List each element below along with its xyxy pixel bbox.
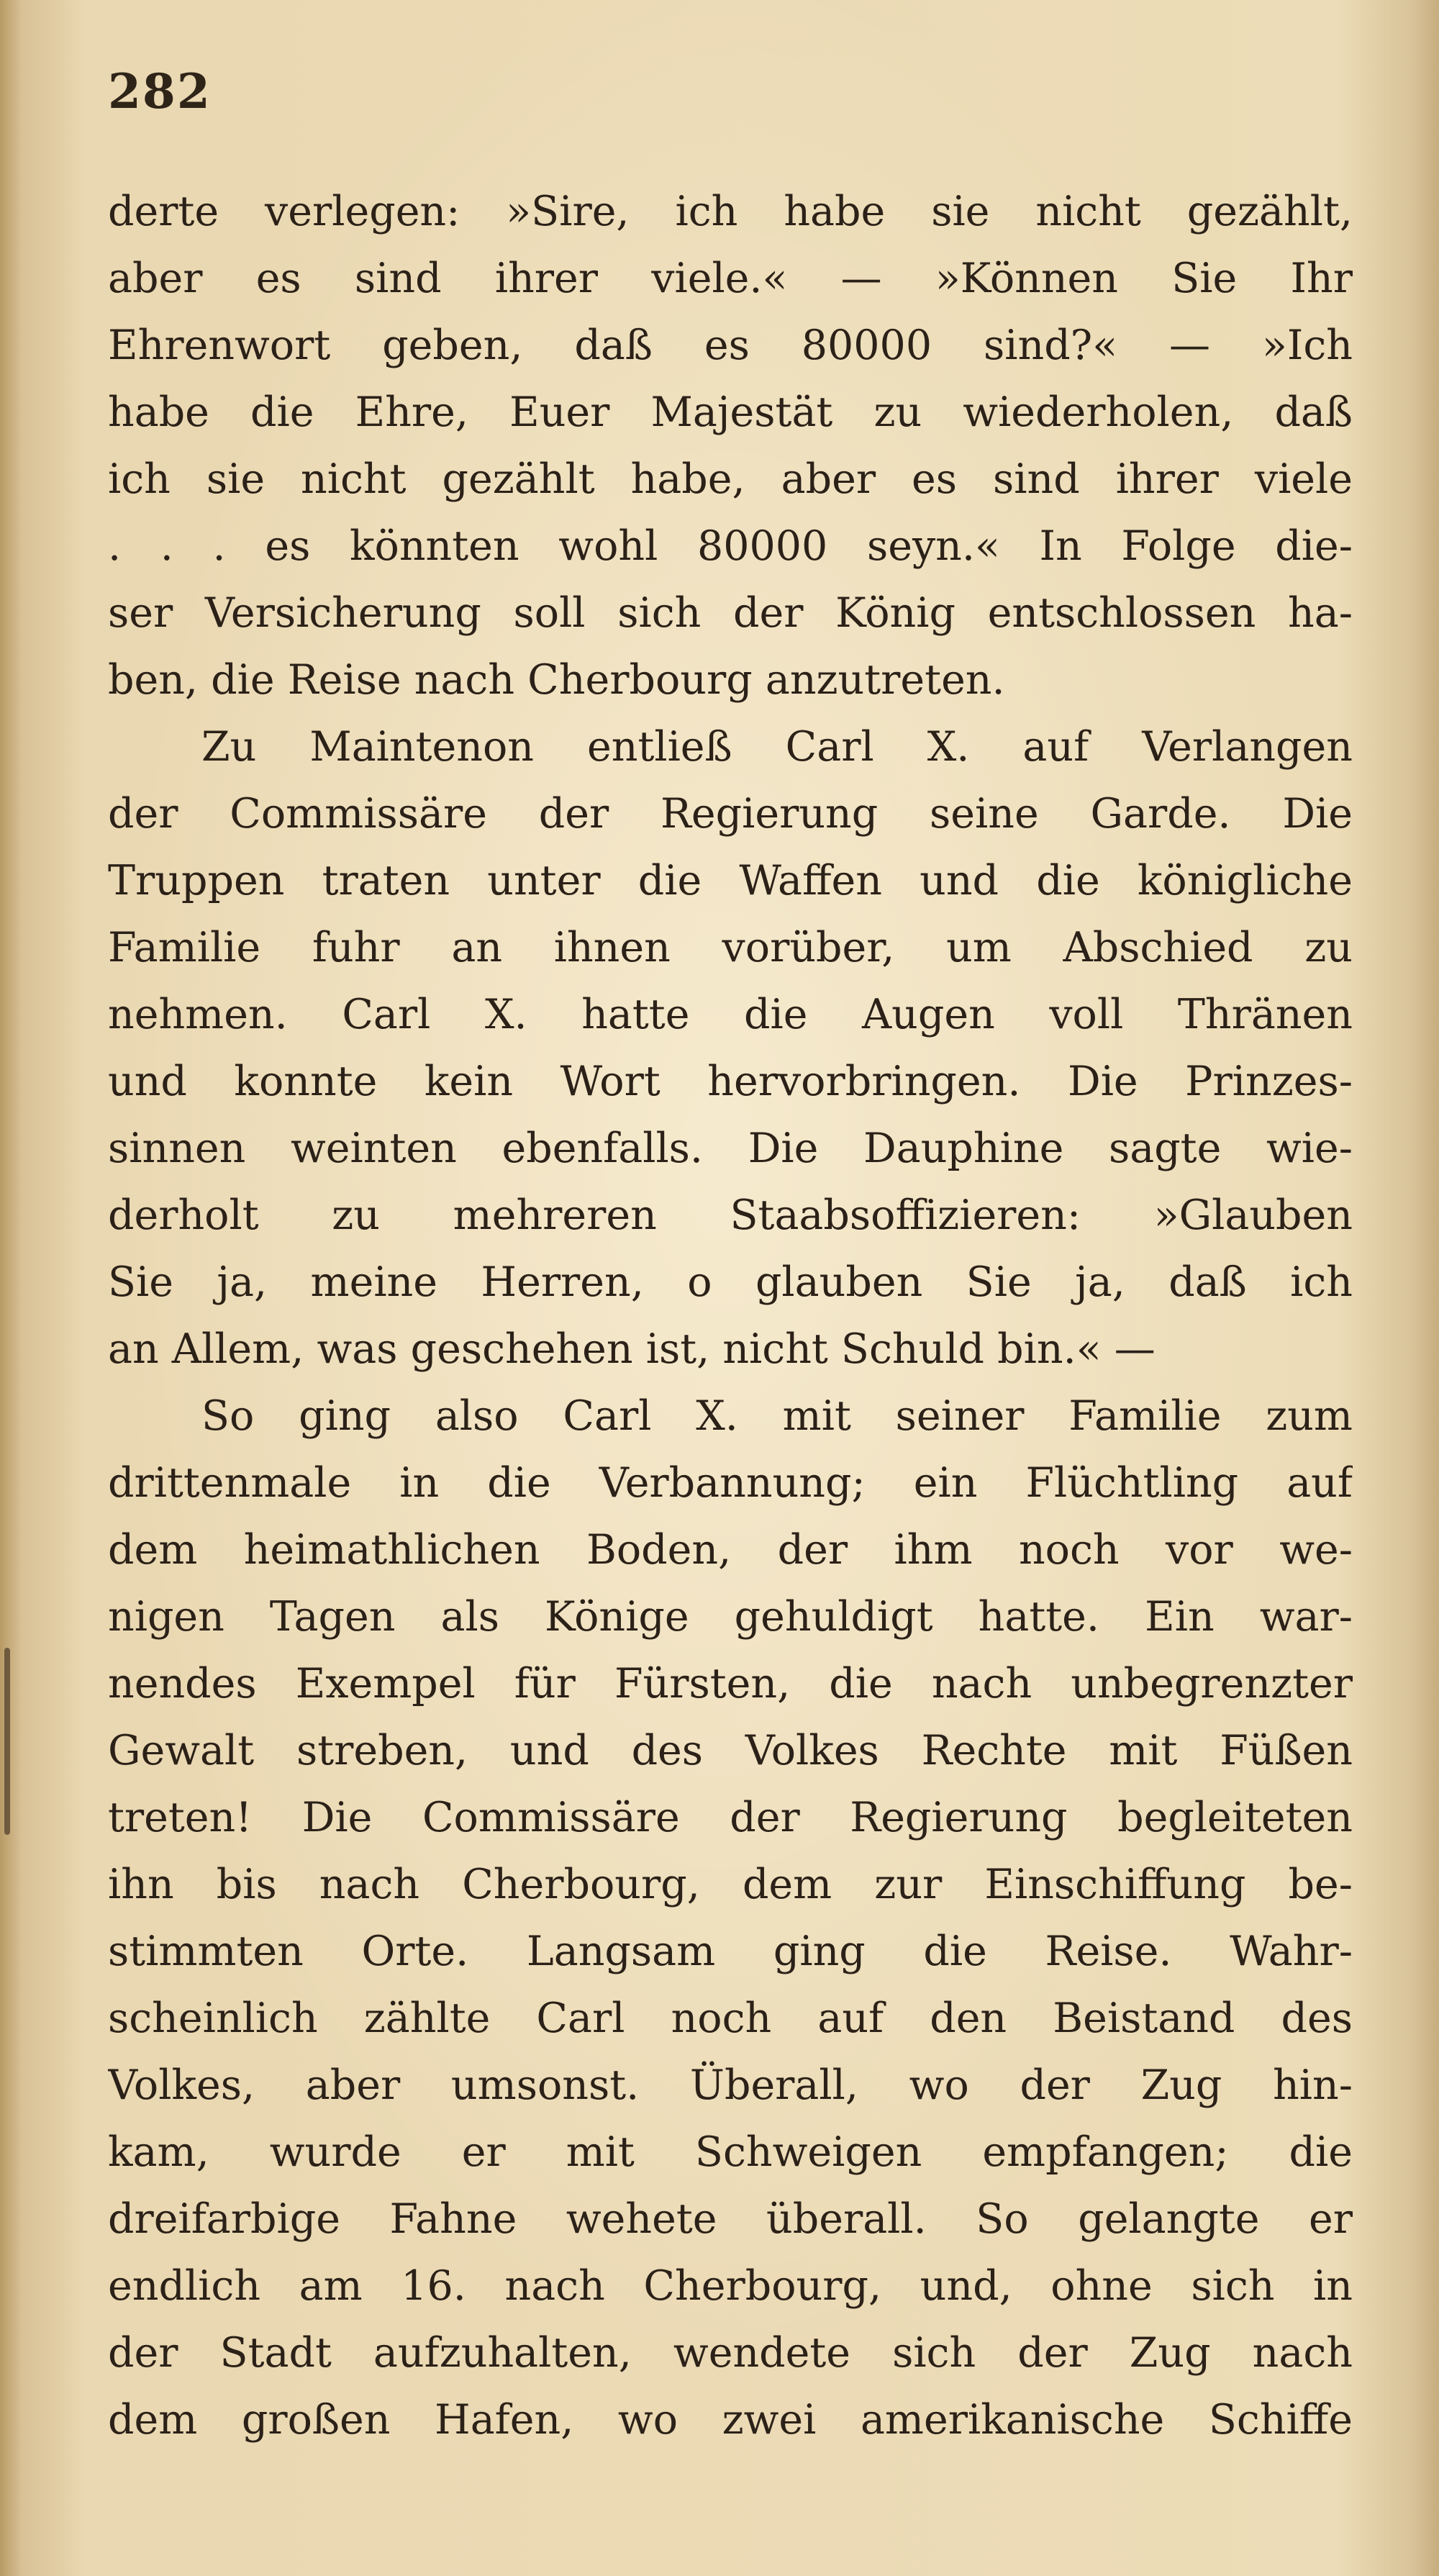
page-edge-shadow bbox=[4, 1648, 10, 1835]
text-line: stimmten Orte. Langsam ging die Reise. Wahr- bbox=[108, 1928, 1353, 1975]
text-line: Ehrenwort geben, daß es 80000 sind?« — »Ich bbox=[108, 322, 1353, 369]
text-line: drittenmale in die Verbannung; ein Flüchtling auf bbox=[108, 1459, 1353, 1507]
text-line: ihn bis nach Cherbourg, dem zur Einschiffung be- bbox=[108, 1861, 1353, 1908]
text-line: ich sie nicht gezählt habe, aber es sind ihrer viele bbox=[108, 455, 1353, 503]
text-line: endlich am 16. nach Cherbourg, und, ohne sich in bbox=[108, 2262, 1353, 2310]
text-line: nehmen. Carl X. hatte die Augen voll Thränen bbox=[108, 991, 1353, 1038]
text-line: Volkes, aber umsonst. Überall, wo der Zug hin- bbox=[108, 2062, 1353, 2109]
text-line: Gewalt streben, und des Volkes Rechte mit Füßen bbox=[108, 1727, 1353, 1774]
text-line: dreifarbige Fahne wehete überall. So gelangte er bbox=[108, 2195, 1353, 2243]
text-line: Zu Maintenon entließ Carl X. auf Verlangen bbox=[201, 723, 1353, 771]
text-line: derholt zu mehreren Staabsoffizieren: »Glauben bbox=[108, 1192, 1353, 1239]
text-line: dem großen Hafen, wo zwei amerikanische Schiffe bbox=[108, 2396, 1353, 2444]
text-line: an Allem, was geschehen ist, nicht Schuld bin.« — bbox=[108, 1325, 1156, 1373]
text-line: Familie fuhr an ihnen vorüber, um Abschied zu bbox=[108, 924, 1353, 971]
text-line: derte verlegen: »Sire, ich habe sie nicht gezählt, bbox=[108, 188, 1353, 235]
text-line: treten! Die Commissäre der Regierung begleiteten bbox=[108, 1794, 1353, 1841]
text-line: aber es sind ihrer viele.« — »Können Sie Ihr bbox=[108, 255, 1353, 302]
text-line: So ging also Carl X. mit seiner Familie zum bbox=[201, 1392, 1353, 1440]
text-line: sinnen weinten ebenfalls. Die Dauphine sagte wie- bbox=[108, 1125, 1353, 1172]
text-line: ben, die Reise nach Cherbourg anzutreten. bbox=[108, 656, 1005, 704]
page-number: 282 bbox=[108, 63, 212, 119]
text-line: Truppen traten unter die Waffen und die königliche bbox=[108, 857, 1353, 904]
text-line: der Commissäre der Regierung seine Garde. Die bbox=[108, 790, 1353, 838]
text-line: nigen Tagen als Könige gehuldigt hatte. Ein war- bbox=[108, 1593, 1353, 1641]
text-line: nendes Exempel für Fürsten, die nach unbegrenzter bbox=[108, 1660, 1353, 1707]
text-line: kam, wurde er mit Schweigen empfangen; die bbox=[108, 2128, 1353, 2176]
text-line: dem heimathlichen Boden, der ihm noch vor we- bbox=[108, 1526, 1353, 1574]
body-text bbox=[108, 178, 1353, 2454]
text-line: . . . es könnten wohl 80000 seyn.« In Folge die- bbox=[108, 522, 1353, 570]
text-line: und konnte kein Wort hervorbringen. Die Prinzes- bbox=[108, 1058, 1353, 1105]
text-line: ser Versicherung soll sich der König entschlossen ha- bbox=[108, 589, 1353, 637]
text-line: Sie ja, meine Herren, o glauben Sie ja, daß ich bbox=[108, 1258, 1353, 1306]
text-line: habe die Ehre, Euer Majestät zu wiederholen, daß bbox=[108, 389, 1353, 436]
text-line: scheinlich zählte Carl noch auf den Beistand des bbox=[108, 1995, 1353, 2042]
text-line: der Stadt aufzuhalten, wendete sich der Zug nach bbox=[108, 2329, 1353, 2377]
